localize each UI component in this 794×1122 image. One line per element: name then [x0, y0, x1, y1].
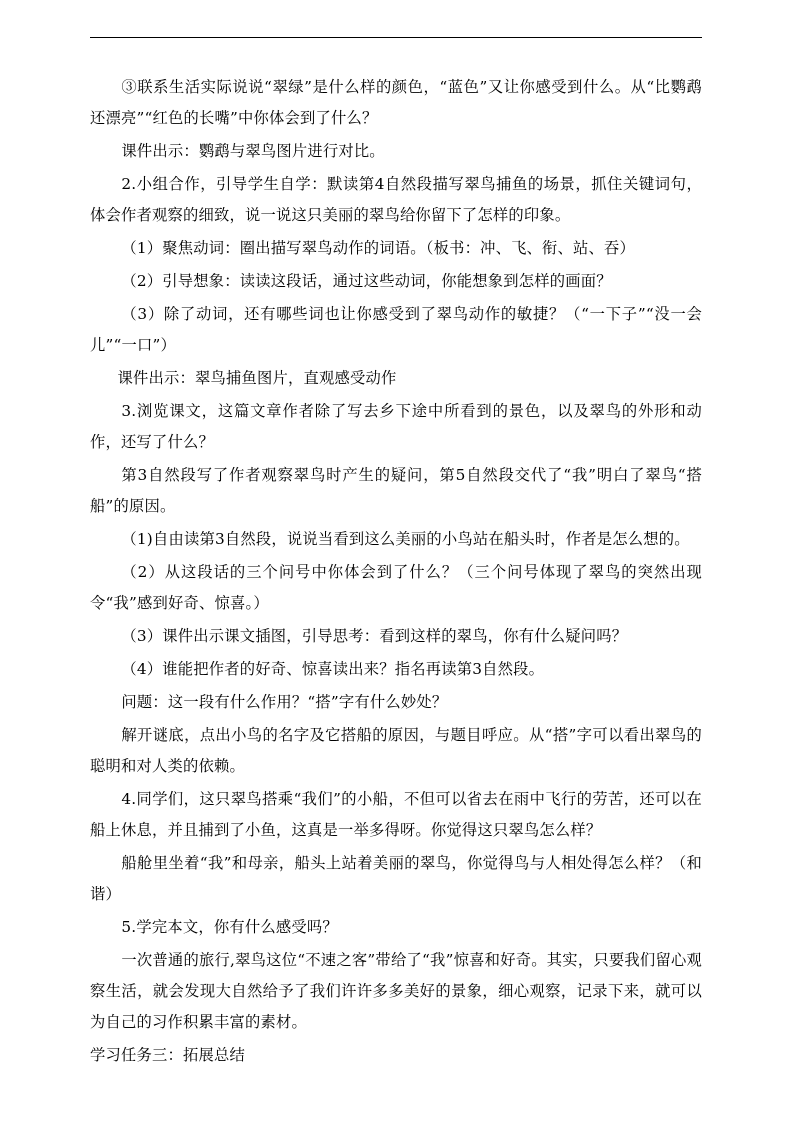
section-heading: 学习任务三：拓展总结 — [90, 1046, 245, 1064]
paragraph-4: （1）聚焦动词：圈出描写翠鸟动作的词语。（板书：冲、飞、衔、站、吞） — [121, 239, 636, 257]
paragraph-1: ③联系生活实际说说“翠绿”是什么样的颜色，“蓝色”又让你感受到什么。从“比鹦鹉还漂亮”“红色的长嘴”中你体会到了什么？ — [90, 78, 702, 127]
paragraph-19: 一次普通的旅行,翠鸟这位“不速之客”带给了“我”惊喜和好奇。其实，只要我们留心观察生活，就会发现大自然给予了我们许许多多美好的景象，细心观察，记录下来，就可以为自己的习作积累丰富的素材。 — [90, 951, 702, 1031]
paragraph-12: （3）课件出示课文插图，引导思考：看到这样的翠鸟，你有什么疑问吗？ — [121, 627, 628, 645]
paragraph-15: 解开谜底，点出小鸟的名字及它搭船的原因，与题目呼应。从“搭”字可以看出翠鸟的聪明和对人类的依赖。 — [90, 726, 702, 775]
paragraph-17: 船舱里坐着“我”和母亲，船头上站着美丽的翠鸟，你觉得鸟与人相处得怎么样？（和谐） — [90, 854, 702, 903]
paragraph-14: 问题：这一段有什么作用？“搭”字有什么妙处？ — [121, 693, 448, 711]
paragraph-9: 第3自然段写了作者观察翠鸟时产生的疑问，第5自然段交代了“我”明白了翠鸟“搭船”的原因。 — [90, 466, 702, 515]
header-rule — [90, 37, 702, 38]
paragraph-18: 5.学完本文，你有什么感受吗？ — [121, 918, 338, 936]
paragraph-11: （2）从这段话的三个问号中你体会到了什么？（三个问号体现了翠鸟的突然出现令“我”感到好奇、惊喜。） — [90, 563, 702, 612]
paragraph-6: （3）除了动词，还有哪些词也让你感受到了翠鸟动作的敏捷？（“一下子”“没一会儿”“一口”） — [90, 305, 702, 354]
paragraph-2: 课件出示：鹦鹉与翠鸟图片进行对比。 — [121, 142, 385, 160]
paragraph-16: 4.同学们，这只翠鸟搭乘“我们”的小船，不但可以省去在雨中飞行的劳苦，还可以在船上休息，并且捕到了小鱼，这真是一举多得呀。你觉得这只翠鸟怎么样？ — [90, 790, 702, 839]
paragraph-8: 3.浏览课文，这篇文章作者除了写去乡下途中所看到的景色，以及翠鸟的外形和动作，还写了什么？ — [90, 402, 702, 451]
paragraph-5: （2）引导想象：读读这段话，通过这些动词，你能想象到怎样的画面？ — [121, 272, 612, 290]
paragraph-3: 2.小组合作，引导学生自学：默读第4自然段描写翠鸟捕鱼的场景，抓住关键词句，体会作者观察的细致，说一说这只美丽的翠鸟给你留下了怎样的印象。 — [90, 175, 702, 224]
document-body — [90, 72, 702, 1073]
paragraph-7: 课件出示：翠鸟捕鱼图片，直观感受动作 — [117, 369, 397, 387]
paragraph-13: （4）谁能把作者的好奇、惊喜读出来？指名再读第3自然段。 — [121, 660, 545, 678]
paragraph-10: （1)自由读第3自然段，说说当看到这么美丽的小鸟站在船头时，作者是怎么想的。 — [121, 530, 690, 548]
